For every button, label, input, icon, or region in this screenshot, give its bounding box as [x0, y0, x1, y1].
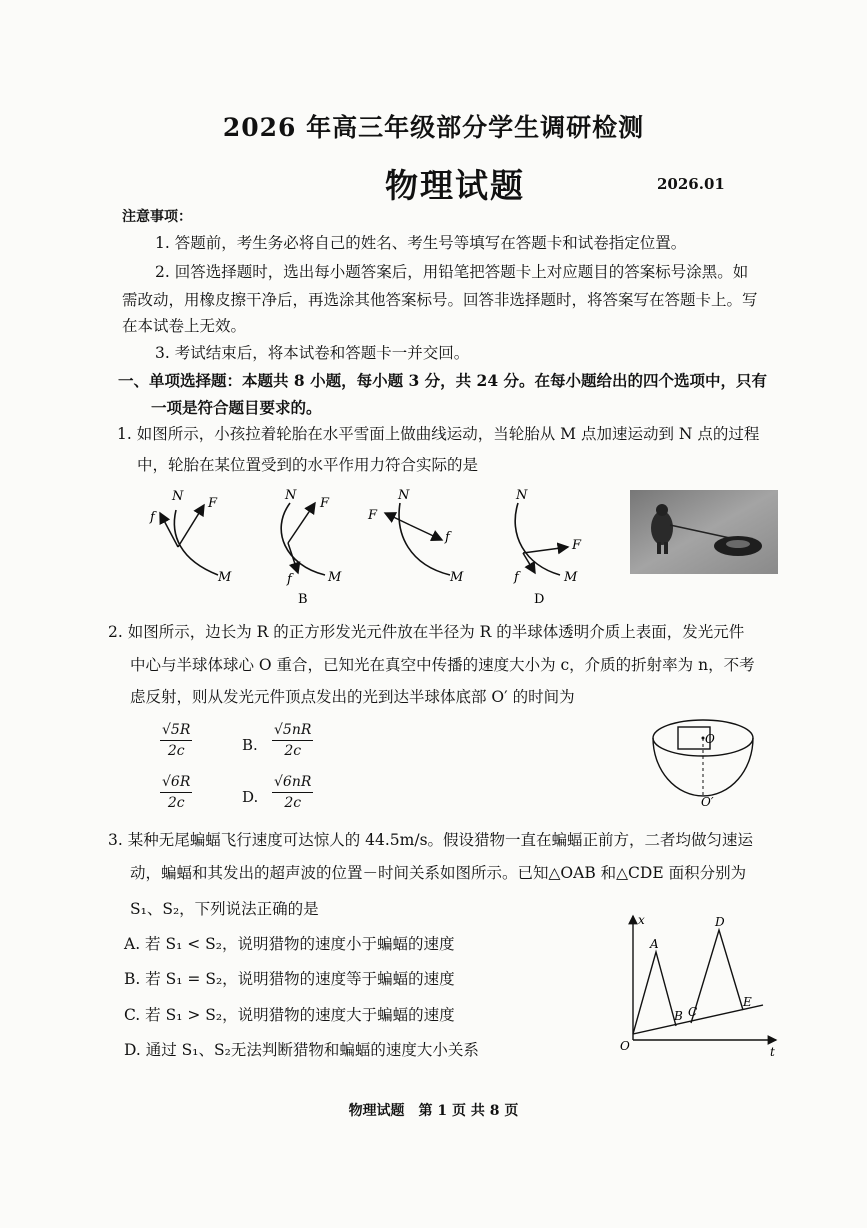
section1-line1: 一、单项选择题：本题共 8 小题，每小题 3 分，共 24 分。在每小题给出的四个选项中，只有 [118, 371, 768, 390]
q1-d-label-f-force: F [572, 538, 582, 553]
q1-a-label-f-friction: f [150, 510, 155, 525]
q3-option-b: B. 若 S₁ = S₂，说明猎物的速度等于蝙蝠的速度 [124, 970, 455, 988]
notice-item-2-line3: 在本试卷上无效。 [122, 317, 247, 335]
q1-d-label-f-friction: f [514, 570, 519, 585]
q2-stem-line3: 虑反射，则从发光元件顶点发出的光到达半球体底部 O′ 的时间为 [130, 688, 575, 706]
q1-b-label-f-friction: f [287, 572, 292, 587]
q2-hemisphere-figure [648, 710, 758, 810]
q2-label-o-prime: O′ [701, 795, 714, 809]
q3-triangle-cde [691, 930, 743, 1023]
q1-a-label-f-force: F [208, 496, 218, 511]
q1-b-label-m: M [328, 570, 342, 585]
q1-option-b-label: B [298, 592, 308, 607]
q1-c-label-n: N [398, 488, 410, 503]
q2-option-b-denominator: 2c [284, 743, 302, 759]
q3-label-o: O [620, 1039, 630, 1053]
q1-b-label-n: N [285, 488, 297, 503]
q2-option-d-denominator: 2c [284, 795, 302, 811]
q2-option-d-fraction [272, 774, 313, 811]
q1-diagram-c [367, 488, 464, 585]
q1-stem-line2: 中，轮胎在某位置受到的水平作用力符合实际的是 [137, 456, 479, 474]
section1-line2: 一项是符合题目要求的。 [151, 398, 322, 417]
q3-label-a: A [650, 937, 659, 951]
q2-stem-line1: 2. 如图所示，边长为 R 的正方形发光元件放在半径为 R 的半球体透明介质上表面，发光元件 [108, 623, 745, 641]
q1-c-label-f-force: F [368, 508, 378, 523]
q2-label-o: O [705, 732, 715, 746]
notice-item-3: 3. 考试结束后，将本试卷和答题卡一并交回。 [155, 344, 470, 362]
q3-label-t: t [770, 1045, 775, 1059]
q3-label-b: B [674, 1009, 683, 1023]
q2-option-c-fraction [160, 774, 192, 811]
q2-option-d-label: D. [242, 788, 259, 806]
q3-stem-line1: 3. 某种无尾蝙蝠飞行速度可达惊人的 44.5m/s。假设猎物一直在蝙蝠正前方，二者均做匀速运 [108, 831, 754, 849]
q1-c-label-f-friction: f [445, 530, 450, 545]
exam-title: 2026 年高三年级部分学生调研检测 [222, 113, 645, 142]
q1-d-label-n: N [516, 488, 528, 503]
exam-date: 2026.01 [657, 175, 725, 193]
q2-option-a-numerator: √5R [160, 722, 192, 741]
q1-diagram-d [513, 488, 582, 607]
q2-option-d-numerator: √6nR [272, 774, 313, 793]
q3-option-c: C. 若 S₁ > S₂，说明猎物的速度大于蝙蝠的速度 [124, 1006, 455, 1024]
q1-option-d-label: D [534, 592, 545, 607]
q3-option-a: A. 若 S₁ < S₂，说明猎物的速度小于蝙蝠的速度 [124, 935, 455, 953]
q1-a-label-n: N [172, 489, 184, 504]
q2-option-a-fraction [160, 722, 192, 759]
q2-option-c-denominator: 2c [167, 795, 185, 811]
notice-heading: 注意事项： [122, 209, 192, 225]
q2-option-b-label: B. [242, 736, 258, 754]
q3-stem-line2: 动，蝙蝠和其发出的超声波的位置－时间关系如图所示。已知△OAB 和△CDE 面积分别为 [130, 864, 747, 882]
q2-option-a-denominator: 2c [167, 743, 185, 759]
notice-item-2-line2: 需改动，用橡皮擦干净后，再选涂其他答案标号。回答非选择题时，将答案写在答题卡上。写 [122, 291, 758, 309]
notice-item-1: 1. 答题前，考生务必将自己的姓名、考生号等填写在答题卡和试卷指定位置。 [155, 234, 687, 252]
q1-diagram-b [281, 488, 342, 607]
q1-b-label-f-force: F [320, 496, 330, 511]
q3-label-x: x [638, 913, 645, 927]
q3-option-d: D. 通过 S₁、S₂无法判断猎物和蝙蝠的速度大小关系 [124, 1041, 479, 1059]
q1-c-label-m: M [450, 570, 464, 585]
q2-stem-line2: 中心与半球体球心 O 重合，已知光在真空中传播的速度大小为 c，介质的折射率为 n，不考 [130, 656, 755, 674]
page-footer: 物理试题 第 1 页 共 8 页 [348, 1103, 519, 1119]
q1-d-label-m: M [564, 570, 578, 585]
q1-force-diagrams [140, 485, 620, 610]
q3-label-d: D [715, 915, 725, 929]
q1-photo-child-pulling-tire [630, 490, 778, 574]
q2-option-b-fraction [272, 722, 313, 759]
q3-position-time-graph [618, 910, 788, 1065]
q1-diagram-a [149, 489, 232, 585]
q3-label-e: E [743, 995, 752, 1009]
notice-item-2-line1: 2. 回答选择题时，选出每小题答案后，用铅笔把答题卡上对应题目的答案标号涂黑。如 [155, 263, 749, 281]
q3-triangle-oab [633, 952, 676, 1034]
q2-option-c-numerator: √6R [160, 774, 192, 793]
q1-stem-line1: 1. 如图所示，小孩拉着轮胎在水平雪面上做曲线运动，当轮胎从 M 点加速运动到 N 点的过程 [117, 425, 760, 443]
subject-title: 物理试题 [385, 166, 525, 205]
q1-a-label-m: M [218, 570, 232, 585]
q3-stem-line3: S₁、S₂，下列说法正确的是 [130, 900, 319, 918]
q2-option-b-numerator: √5nR [272, 722, 313, 741]
q3-label-c: C [688, 1005, 698, 1019]
